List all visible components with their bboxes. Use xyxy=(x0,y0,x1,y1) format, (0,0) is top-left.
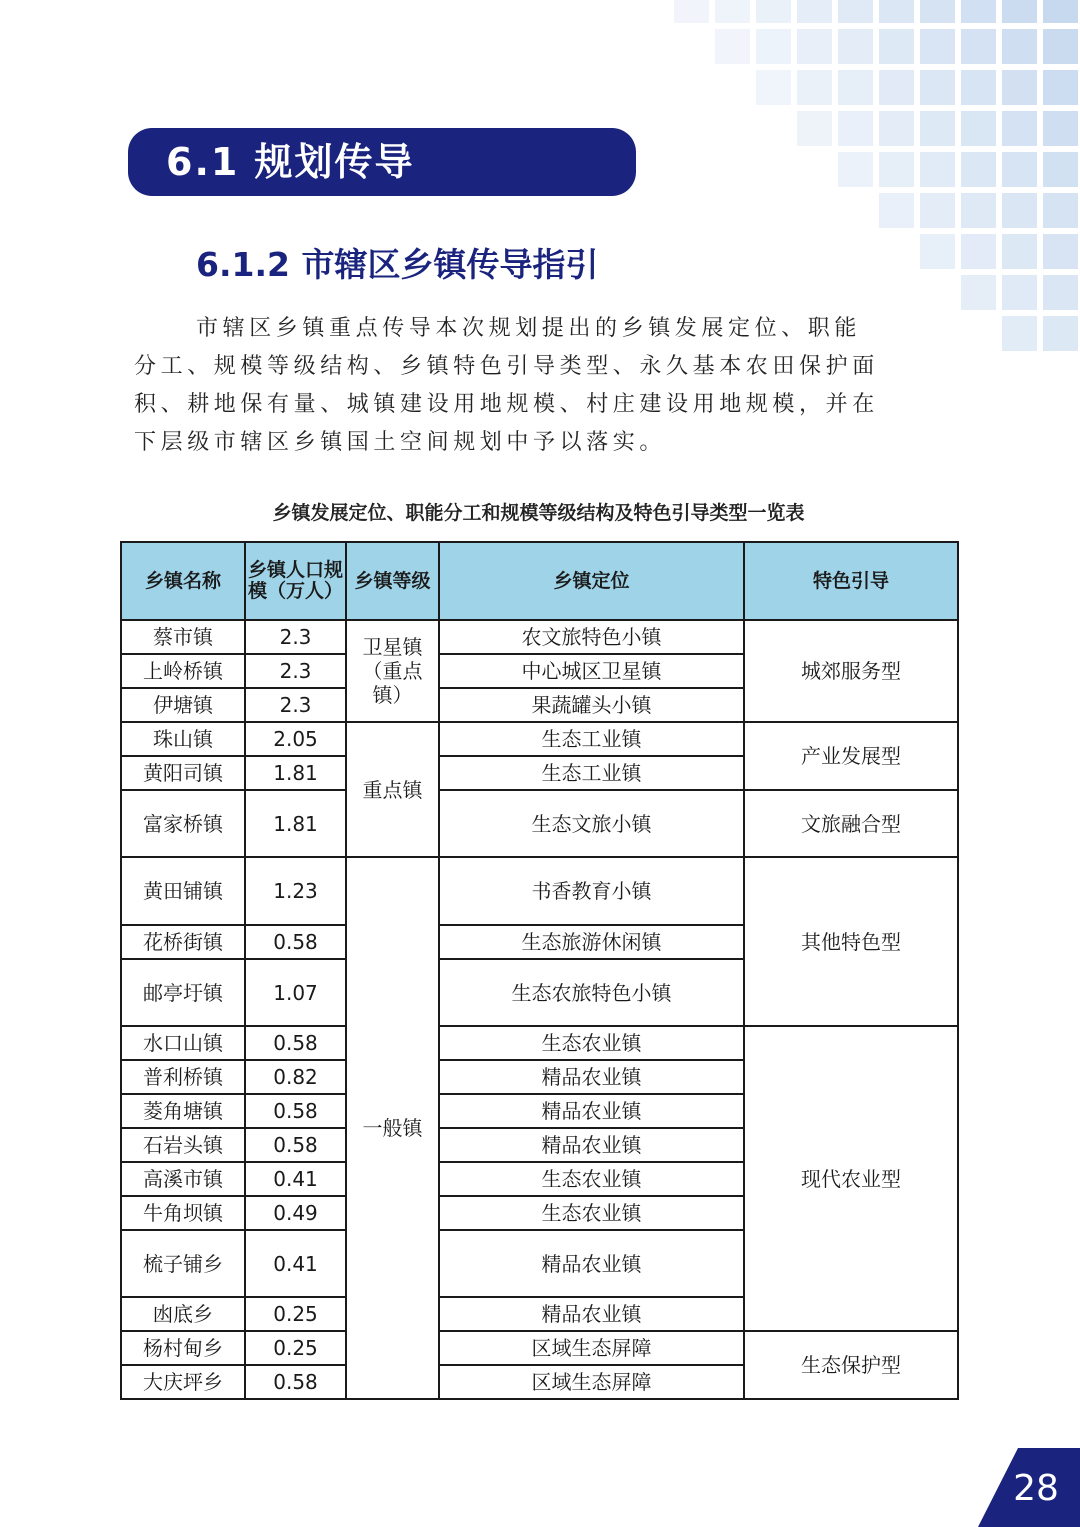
township-name: 富家桥镇 xyxy=(121,790,245,857)
township-name: 伊塘镇 xyxy=(121,688,245,722)
population: 1.81 xyxy=(245,790,346,857)
position: 精品农业镇 xyxy=(439,1060,744,1094)
township-name: 杨村甸乡 xyxy=(121,1331,245,1365)
position: 精品农业镇 xyxy=(439,1297,744,1331)
header-position: 乡镇定位 xyxy=(439,542,744,620)
township-name: 黄田铺镇 xyxy=(121,857,245,925)
feature-cell: 生态保护型 xyxy=(744,1331,958,1399)
position: 区域生态屏障 xyxy=(439,1331,744,1365)
population: 0.25 xyxy=(245,1331,346,1365)
subsection-title: 6.1.2 市辖区乡镇传导指引 xyxy=(196,245,599,284)
township-name: 邮亭圩镇 xyxy=(121,959,245,1026)
header-feature: 特色引导 xyxy=(744,542,958,620)
population: 0.58 xyxy=(245,1365,346,1399)
township-name: 花桥街镇 xyxy=(121,925,245,959)
township-name: 菱角塘镇 xyxy=(121,1094,245,1128)
feature-cell: 产业发展型 xyxy=(744,722,958,790)
paragraph-line: 分工、规模等级结构、乡镇特色引导类型、永久基本农田保护面 xyxy=(134,354,879,379)
township-name: 凼底乡 xyxy=(121,1297,245,1331)
position: 生态文旅小镇 xyxy=(439,790,744,857)
position: 生态农业镇 xyxy=(439,1162,744,1196)
level-cell: 卫星镇（重点镇） xyxy=(346,620,439,722)
population: 1.23 xyxy=(245,857,346,925)
population: 0.58 xyxy=(245,1094,346,1128)
township-name: 梳子铺乡 xyxy=(121,1230,245,1297)
header-level: 乡镇等级 xyxy=(346,542,439,620)
paragraph-line: 积、耕地保有量、城镇建设用地规模、村庄建设用地规模，并在 xyxy=(134,392,879,417)
population: 0.58 xyxy=(245,925,346,959)
level-cell: 重点镇 xyxy=(346,722,439,857)
population: 2.3 xyxy=(245,620,346,654)
township-name: 高溪市镇 xyxy=(121,1162,245,1196)
section-title: 6.1 规划传导 xyxy=(166,140,415,184)
position: 精品农业镇 xyxy=(439,1128,744,1162)
position: 生态工业镇 xyxy=(439,756,744,790)
population: 0.25 xyxy=(245,1297,346,1331)
population: 0.82 xyxy=(245,1060,346,1094)
population: 2.3 xyxy=(245,688,346,722)
position: 精品农业镇 xyxy=(439,1094,744,1128)
township-name: 水口山镇 xyxy=(121,1026,245,1060)
position: 生态农业镇 xyxy=(439,1196,744,1230)
population: 1.07 xyxy=(245,959,346,1026)
township-name: 大庆坪乡 xyxy=(121,1365,245,1399)
population: 0.58 xyxy=(245,1128,346,1162)
township-name: 上岭桥镇 xyxy=(121,654,245,688)
position: 生态农旅特色小镇 xyxy=(439,959,744,1026)
population: 2.05 xyxy=(245,722,346,756)
header-population: 乡镇人口规模（万人） xyxy=(245,542,346,620)
township-name: 珠山镇 xyxy=(121,722,245,756)
population: 0.58 xyxy=(245,1026,346,1060)
table-caption: 乡镇发展定位、职能分工和规模等级结构及特色引导类型一览表 xyxy=(272,502,805,524)
feature-cell: 现代农业型 xyxy=(744,1026,958,1331)
position: 农文旅特色小镇 xyxy=(439,620,744,654)
page-number: 28 xyxy=(1013,1468,1059,1509)
township-name: 普利桥镇 xyxy=(121,1060,245,1094)
paragraph-line: 下层级市辖区乡镇国土空间规划中予以落实。 xyxy=(134,430,667,455)
feature-cell: 城郊服务型 xyxy=(744,620,958,722)
population: 0.49 xyxy=(245,1196,346,1230)
header-name: 乡镇名称 xyxy=(121,542,245,620)
population: 2.3 xyxy=(245,654,346,688)
position: 生态旅游休闲镇 xyxy=(439,925,744,959)
feature-cell: 文旅融合型 xyxy=(744,790,958,857)
level-cell: 一般镇 xyxy=(346,857,439,1399)
position: 生态工业镇 xyxy=(439,722,744,756)
population: 1.81 xyxy=(245,756,346,790)
position: 书香教育小镇 xyxy=(439,857,744,925)
township-name: 牛角坝镇 xyxy=(121,1196,245,1230)
position: 精品农业镇 xyxy=(439,1230,744,1297)
population: 0.41 xyxy=(245,1230,346,1297)
township-name: 蔡市镇 xyxy=(121,620,245,654)
position: 区域生态屏障 xyxy=(439,1365,744,1399)
feature-cell: 其他特色型 xyxy=(744,857,958,1026)
population: 0.41 xyxy=(245,1162,346,1196)
position: 中心城区卫星镇 xyxy=(439,654,744,688)
position: 果蔬罐头小镇 xyxy=(439,688,744,722)
township-name: 石岩头镇 xyxy=(121,1128,245,1162)
paragraph-line: 市辖区乡镇重点传导本次规划提出的乡镇发展定位、职能 xyxy=(196,316,862,341)
township-name: 黄阳司镇 xyxy=(121,756,245,790)
position: 生态农业镇 xyxy=(439,1026,744,1060)
